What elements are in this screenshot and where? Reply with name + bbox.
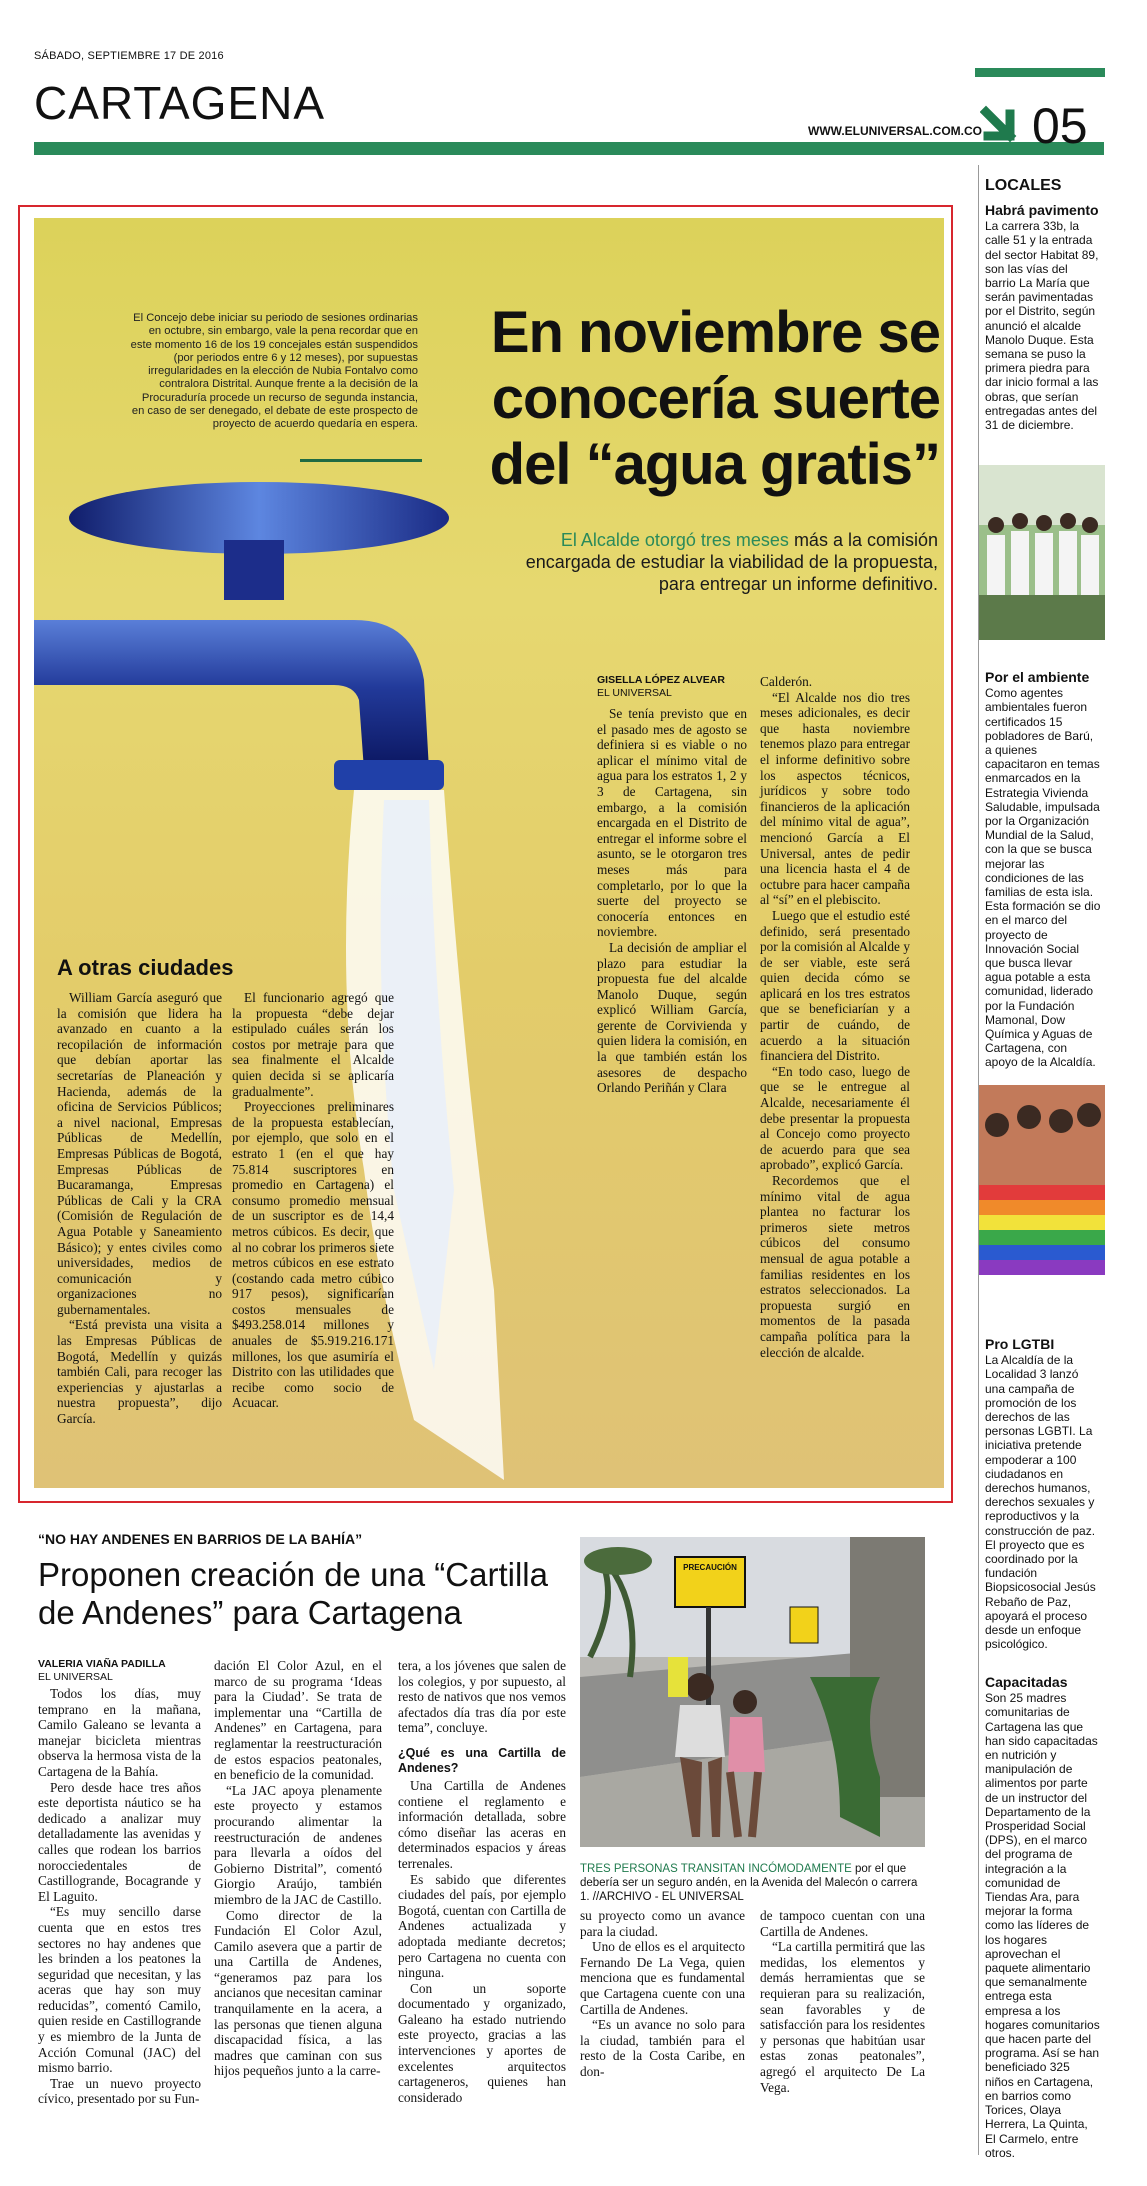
paragraph: “Está prevista una visita a las Empresas Públicas de Bogotá, Medellín y quizás también Cali, para recoger las experiencias y ajustarlas a nuestra propuesta”, dijo García. [57,1317,222,1427]
paragraph: su proyecto como un avance para la ciudad. [580,1908,745,1939]
header-rule [34,142,1104,155]
header-top-rule [975,68,1105,77]
page-number: 05 [1032,98,1088,154]
paragraph: Con un soporte documentado y organizado, Galeano ha estado nutriendo este proyecto, gracias a las intervenciones y aportes de excelentes arquitectos cartageneros, quienes han considerado [398,1980,566,2105]
sidebar-photo-lgtbi [979,1085,1105,1275]
headline-line-3: del “agua gratis” [489,432,940,497]
paragraph: Una Cartilla de Andenes contiene el reglamento e información detallada, sobre cómo diseñar las aceras en determinados espacios y áreas terrenales. [398,1777,566,1871]
paragraph: Proyecciones preliminares de la propuesta establecían, por ejemplo, que solo en el estrato 1 (en el que hay 75.814 suscriptores en promedio en Cartagena) el consumo promedio mensual de un suscriptor es de 14,4 metros cúbicos. Es decir, que al no cobrar los primeros siete metros cúbicos en ese estrato (costando cada metro cúbico 917 pesos), significarían costos mensuales de $493.258.014 millones y anuales de $5.919.216.171 millones, los que asumiría el Distrito con las utilidades que recibe como socio de Acuacar. [232,1099,394,1411]
lead-subhead [430,529,938,595]
issue-date: SÁBADO, SEPTIEMBRE 17 DE 2016 [34,50,224,62]
sidebar-item-heading: Por el ambiente [985,669,1090,685]
subhead-line-2: encargada de estudiar la viabilidad de la propuesta, [525,552,938,572]
sidebar-item-heading: Capacitadas [985,1674,1068,1690]
second-byline [38,1658,166,1684]
paragraph: Luego que el estudio esté definido, será presentado por la comisión al Alcalde y de ser viable, este será quien decida cómo se aplicará en los tres estratos que se beneficiarían y a partir de cuándo, de acuerdo a la situación financiera del Distrito. [760,907,910,1064]
paragraph: de tampoco cuentan con una Cartilla de Andenes. [760,1908,925,1939]
intro-rule [300,459,422,462]
paragraph: Trae un nuevo proyecto cívico, presentado por su Fun- [38,2075,201,2107]
sidebar [978,165,1105,2160]
byline-paper: EL UNIVERSAL [38,1671,113,1683]
subhead-line-3: para entregar un informe definitivo. [658,574,938,594]
paragraph: William García aseguró que la comisión que lidera ha avanzado en cuanto a la recopilación de información que debían aportar las secretarías de Planeación y Hacienda, además de la oficina de Servicios Públicos; a nivel nacional, Empresas Públicas de Medellín, Empresas Públicas de Bogotá, Empresas Públicas de Bucaramanga, Empresas Públicas de Cali y la CRA (Comisión de Regulación de Agua Potable y Saneamiento Básico); y entes civiles como universidades, medios de comunicación y organizaciones no gubernamentales. [57,990,222,1317]
sidebar-item-lgtbi [985,1337,1101,1651]
second-column-2 [214,1658,382,2079]
photo-caption [580,1862,925,1904]
second-subtitle: ¿Qué es una Cartilla de Andenes? [398,1745,566,1775]
sidebar-item-heading: Habrá pavimento [985,202,1099,218]
paragraph: Todos los días, muy temprano en la mañana, Camilo Galeano se levanta a manejar bicicleta mientras observa la hermosa vista de la Cartagena de la Bahía. [38,1686,201,1779]
paragraph: Como director de la Fundación El Color Azul, Camilo asevera que a partir de una Cartilla de Andenes, “generamos paz para los ancianos que necesitan caminar tranquilamente en la acera, a las personas que tienen alguna discapacidad física, a las madres que caminan con sus hijos pequeños junto a la carre- [214,1907,382,2079]
lead-headline [420,300,940,498]
paragraph: “Es muy sencillo darse cuenta que en estos tres sectores no hay andenes que les brinden a los peatones la seguridad que necesitan, y las aceras que hay son muy reducidas”, comentó Camilo, quien reside en Castillogrande y es miembro de la Junta de Acción Comunal (JAC) del mismo barrio. [38,1904,201,2076]
paragraph: La decisión de ampliar el plazo para estudiar la propuesta fue del alcalde Manolo Duque, según explicó William García, gerente de Corvivienda y quien lidera la comisión, en la que también están los asesores de despacho Orlando Periñán y Clara [597,939,747,1096]
second-headline-line-1: Proponen creación de una “Cartilla [38,1556,548,1593]
sidebar-item-text: La Alcaldía de la Localidad 3 lanzó una campaña de promoción de los derechos de las personas LGBTI. La iniciativa pretende empoderar a 100 ciudadanos en derechos humanos, derechos sexuales y reproductivos y la construcción de paz. El proyecto que es coordinado por la fundación Biopsicosocial Jesús Rebaño de Paz, apoyará el proceso desde un enfoque psicológico. [985,1353,1096,1652]
paragraph: Uno de ellos es el arquitecto Fernando De La Vega, quien menciona que es fundamental que Cartagena cuente con una Cartilla de Andenes. [580,1939,745,2017]
paragraph: Es sabido que diferentes ciudades del país, por ejemplo Bogotá, cuentan con Cartilla de Andenes actualizada y adoptada mediante decretos; pero Cartagena no cuenta con ninguna. [398,1871,567,1981]
lead-sub-column-1 [57,990,222,1427]
sidebar-item-text: La carrera 33b, la calle 51 y la entrada del sector Habitat 89, son las vías del barrio La María que serán pavimentadas por el Distrito, según anunció el alcalde Manolo Duque. Esta semana se puso la primera piedra para dar inicio formal a las obras, que serían entregadas antes del 31 de diciembre. [985,219,1099,433]
paragraph: El funcionario agregó que la propuesta “debe dejar estipulado cuáles serán los costos por metraje para que sea finalmente el Alcalde quien decida si se aplicaría gradualmente”. [232,990,394,1099]
second-column-3 [398,1658,566,2105]
lead-column-1 [597,706,747,1096]
paragraph: “Es un avance no solo para la ciudad, también para el resto de la Costa Caribe, en don- [580,2017,745,2079]
paragraph: Pero desde hace tres años este deportista náutico se ha dedicado a analizar muy detalladamente las avenidas y calles que rodean los barrios norocciedentales de Castillogrande, Bocagrande y El Laguito. [38,1779,201,1904]
lead-column-2 [760,674,910,1360]
sidebar-item-pavimento [985,203,1101,432]
headline-line-1: En noviembre se [490,300,940,365]
paragraph: “El Alcalde nos dio tres meses adicionales, es decir que hasta noviembre tenemos plazo para entregar el informe definitivo sobre los aspectos técnicos, jurídicos y sobre todo financieros de la aplicación del mínimo vital de agua”, mencionó García a El Universal, antes de pedir una licencia hasta el 4 de octubre para hacer campaña al “sí” en el plebiscito. [760,689,910,908]
second-column-4 [580,1908,745,2080]
paragraph: “La cartilla permitirá que las medidas, los elementos y demás herramientas que se requieran para su realización, sean favorables y de satisfacción para los residentes y personas que habitúan usar estas zonas peatonales”, agregó el arquitecto De La Vega. [760,1939,925,2095]
sidebar-item-text: Como agentes ambientales fueron certificados 15 pobladores de Barú, a quienes capacitaron en temas enmarcados en la Estrategia Vivienda Saludable, impulsada por la Organización Mundial de la Salud, con la que se busca mejorar las condiciones de las familias de esta isla. Esta formación se dio en el marco del proyecto de Innovación Social que busca llevar agua potable a esta comunidad, liderado por la Fundación Mamonal, Dow Química y Aguas de Cartagena, con apoyo de la Alcaldía. [985,686,1101,1070]
byline-author: VALERIA VIAÑA PADILLA [38,1658,166,1670]
sidebar-title: LOCALES [985,177,1062,194]
photo-sign-text: PRECAUCIÓN [683,1563,737,1572]
sidewalk-photo [580,1537,925,1847]
second-headline [38,1556,598,1632]
lead-subtitle: A otras ciudades [57,955,234,980]
arrow-icon [980,104,1022,146]
second-column-1 [38,1686,201,2107]
paragraph: Calderón. [760,674,813,689]
byline-author: GISELLA LÓPEZ ALVEAR [597,674,725,686]
paragraph: dación El Color Azul, en el marco de su programa ‘Ideas para la Ciudad’. Se trata de implementar una “Cartilla de Andenes” en Cartagena, para reglamentar la reestructuración de estos espacios peatonales, en beneficio de la comunidad. [214,1658,382,1783]
caption-highlight: TRES PERSONAS TRANSITAN INCÓMODAMENTE [580,1863,852,1875]
subhead-rest: más a la comisión [788,530,938,550]
paragraph: Se tenía previsto que en el pasado mes de agosto se definiera si es viable o no aplicar el mínimo vital de agua para los estratos 1, 2 y 3 de Cartagena, sin embargo, a la comisión encargada en el Distrito de entregar el informe sobre el asunto, se le otorgaron tres meses más para completarlo, por lo que la suerte del proyecto se conocería entonces en noviembre. [597,706,747,940]
sidebar-item-capacitadas [985,1675,1101,2160]
paragraph: Recordemos que el mínimo vital de agua plantea no facturar los primeros siete metros cúbicos del consumo mensual de agua potable a familias residentes en los estratos seleccionados. La propuesta surgió en momentos de la pasada campaña política para la elección de alcalde. [760,1173,910,1360]
lead-intro: El Concejo debe iniciar su periodo de sesiones ordinarias en octubre, sin embargo, vale la pena recordar que en este momento 16 de los 19 concejales están suspendidos (por periodos entre 6 y 12 meses), por supuestas irregularidades en la elección de Nubia Fontalvo como contralora Distrital. Aunque frente a la decisión de la Procuraduría procede un recurso de segunda instancia, en caso de ser denegado, el debate de este prospecto de proyecto de acuerdo quedaría en espera. [130,312,418,431]
site-url[interactable]: WWW.ELUNIVERSAL.COM.CO [808,124,982,138]
second-headline-line-2: de Andenes” para Cartagena [38,1594,462,1631]
sidebar-item-ambiente [985,670,1101,1070]
section-title: CARTAGENA [34,77,326,129]
paragraph: “La JAC apoya plenamente este proyecto y estamos procurando alimentar la reestructuración de andenes para llevarla a oídos del Gobierno Distrital”, comentó Giorgio Araújo, también miembro de la JAC de Castillo. [214,1782,382,1907]
byline-paper: EL UNIVERSAL [597,687,672,699]
paragraph: “En todo caso, luego de que se le entregue al Alcalde, necesariamente él debe presentar la propuesta al Concejo como proyecto de acuerdo para que sea aprobado”, explicó García. [760,1063,910,1173]
second-column-5 [760,1908,925,2095]
second-kicker: “NO HAY ANDENES EN BARRIOS DE LA BAHÍA” [38,1531,363,1547]
paragraph: tera, a los jóvenes que salen de los colegios, y por supuesto, al resto de nativos que nos vemos afectados día tras día por este tema”, concluye. [398,1658,566,1736]
sidebar-item-heading: Pro LGTBI [985,1336,1055,1352]
caption-text: por el que debería ser un seguro andén, en la Avenida del Malecón o carrera 1. //ARCHIVO - EL UNIVERSAL [580,1863,918,1903]
sidebar-photo-volunteers [979,465,1105,640]
headline-line-2: conocería suerte [491,366,940,431]
sidebar-item-text: Son 25 madres comunitarias de Cartagena las que han sido capacitadas en nutrición y manipulación de alimentos por parte de un instructor del Departamento de la Prosperidad Social (DPS), en el marco del programa de integración a la comunidad de Tiendas Ara, para mejorar la forma como las líderes de los hogares aprovechan el paquete alimentario que semanalmente entrega esta empresa a los hogares comunitarios que hacen parte del programa. Así se han beneficiado 325 niños en Cartagena, en barrios como Torices, Olaya Herrera, La Quinta, El Carmelo, entre otros. [985,1691,1100,2160]
lead-byline [597,674,725,700]
subhead-highlight: El Alcalde otorgó tres meses [560,530,789,550]
lead-sub-column-2 [232,990,394,1411]
